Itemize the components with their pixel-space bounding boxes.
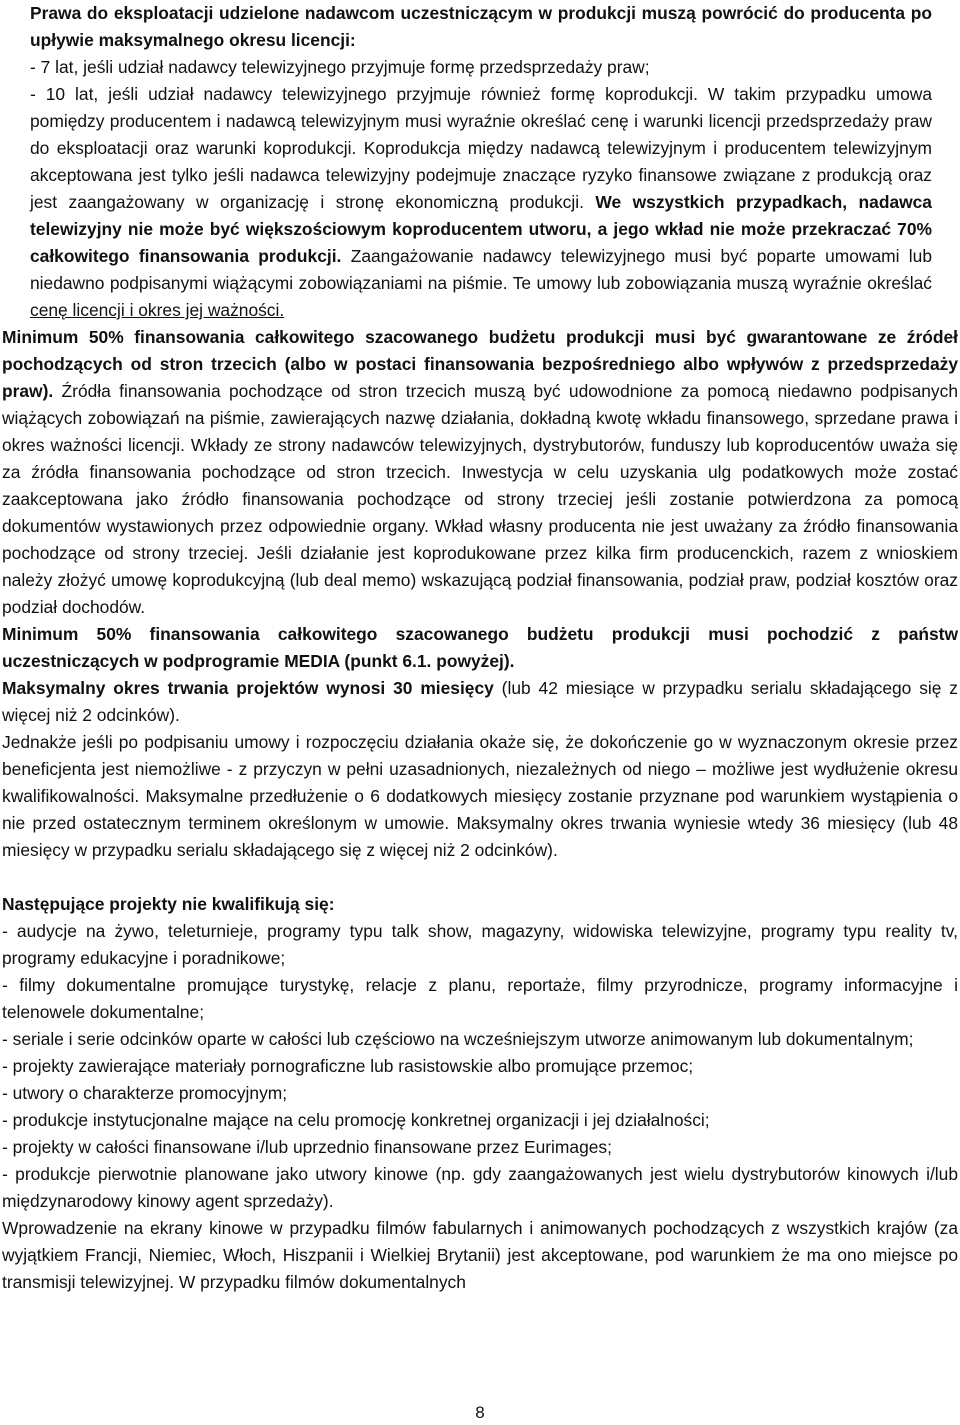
coproduction-limit-bold: We wszystkich przypadkach, nadawca telewizyjny nie może być większościowym koproducentem utworu, a jego wkład nie może przekraczać 70% całkowitego finansowania produkcji.	[30, 192, 932, 266]
coproduction-text: W takim przypadku umowa pomiędzy producentem i nadawcą telewizyjnym musi wyraźnie określać cenę i warunki licencji przedsprzedaży praw do eksploatacji oraz warunki koprodukcji. Koprodukcja między nadawcą telewizyjnym i producentem telewizyjnym akceptowana jest tylko jeśli nadawca telewizyjny podejmuje znaczące ryzyko finansowe związane z produkcją oraz jest zaangażowany w organizację i stronę ekonomiczną produkcji.	[30, 84, 933, 212]
license-terms-underlined: cenę licencji i okres jej ważności.	[30, 300, 285, 320]
third-party-financing-paragraph	[0, 324, 960, 621]
list-item: - 10 lat, jeśli udział nadawcy telewizyjnego przyjmuje również formę koprodukcji.	[30, 84, 698, 104]
list-item: - audycje na żywo, teleturnieje, programy typu talk show, magazyny, widowiska telewizyjne, programy typu reality tv, programy edukacyjne i poradnikowe;	[2, 921, 958, 968]
list-item: - filmy dokumentalne promujące turystykę, relacje z planu, reportaże, filmy przyrodnicze, programy informacyjne i telenowele dokumentalne;	[2, 975, 958, 1022]
list-item: - seriale i serie odcinków oparte w całości lub częściowo na wcześniejszym utworze animowanym lub dokumentalnym;	[2, 1029, 914, 1049]
list-item: - produkcje instytucjonalne mające na celu promocję konkretnej organizacji i jej działalności;	[2, 1110, 710, 1130]
not-qualify-heading: Następujące projekty nie kwalifikują się:	[2, 894, 335, 914]
max-duration-text: (lub 42 miesiące w przypadku serialu składającego się z więcej niż 2 odcinków).	[2, 678, 958, 725]
third-party-financing-bold: Minimum 50% finansowania całkowitego szacowanego budżetu produkcji musi być gwarantowane ze źródeł pochodzących od stron trzecich (albo w postaci finansowania bezpośredniego albo wpływów z przedsprzedaży praw).	[2, 327, 958, 401]
third-party-financing-text: Źródła finansowania pochodzące od stron trzecich muszą być udowodnione za pomocą niedawno podpisanych wiążących zobowiązań na piśmie, zawierających nazwę działania, dokładną kwotę wkładu finansowego, sprzedane prawa i okres ważności licencji. Wkłady ze strony nadawców telewizyjnych, dystrybutorów, funduszy lub koproducentów uważa się za źródła finansowania pochodzące od stron trzecich. Inwestycja w celu uzyskania ulg podatkowych może zostać zaakceptowana jako źródło finansowania pochodzące od strony trzeciej jeśli zostanie potwierdzona za pomocą dokumentów wystawionych przez odpowiednie organy. Wkład własny producenta nie jest uważany za źródło finansowania pochodzące od strony trzeciej. Jeśli działanie jest koprodukowane przez kilka firm producenckich, razem z wnioskiem należy złożyć umowę koprodukcyjną (lub deal memo) wskazującą podział finansowania, podział praw, podział kosztów oraz podział dochodów.	[2, 381, 958, 617]
list-item: - utwory o charakterze promocyjnym;	[2, 1083, 288, 1103]
rights-return-paragraph	[0, 0, 960, 324]
list-item: - produkcje pierwotnie planowane jako utwory kinowe (np. gdy zaangażowanych jest wielu dystrybutorów kinowych i/lub międzynarodowy kinowy agent sprzedaży).	[2, 1164, 958, 1211]
rights-return-heading: Prawa do eksploatacji udzielone nadawcom uczestniczącym w produkcji muszą powrócić do producenta po upływie maksymalnego okresu licencji:	[30, 3, 932, 50]
not-qualify-section	[0, 891, 960, 1215]
list-item: - projekty zawierające materiały pornograficzne lub rasistowskie albo promujące przemoc;	[2, 1056, 694, 1076]
list-item: - projekty w całości finansowane i/lub uprzednio finansowane przez Eurimages;	[2, 1137, 612, 1157]
spacer	[0, 864, 960, 891]
page-number: 8	[475, 1403, 485, 1422]
media-financing-paragraph	[0, 621, 960, 675]
list-item: - 7 lat, jeśli udział nadawcy telewizyjnego przyjmuje formę przedsprzedaży praw;	[30, 57, 650, 77]
cinema-release-paragraph: Wprowadzenie na ekrany kinowe w przypadku filmów fabularnych i animowanych pochodzących z wszystkich krajów (za wyjątkiem Francji, Niemiec, Włoch, Hiszpanii i Wielkiej Brytanii) jest akceptowane, pod warunkiem że ma ono miejsce po transmisji telewizyjnej. W przypadku filmów dokumentalnych	[2, 1218, 958, 1292]
max-duration-paragraph	[0, 675, 960, 729]
max-duration-bold: Maksymalny okres trwania projektów wynosi 30 miesięcy	[2, 678, 494, 698]
extension-paragraph: Jednakże jeśli po podpisaniu umowy i rozpoczęciu działania okaże się, że dokończenie go w wyznaczonym okresie przez beneficjenta jest niemożliwe - z przyczyn w pełni uzasadnionych, niezależnych od niego – możliwe jest wydłużenie okresu kwalifikowalności. Maksymalne przedłużenie o 6 dodatkowych miesięcy zostanie przyznane pod warunkiem wystąpienia o nie przed ostatecznym terminem określonym w umowie. Maksymalny okres trwania wyniesie wtedy 36 miesięcy (lub 48 miesięcy w przypadku serialu składającego się z więcej niż 2 odcinków).	[2, 732, 958, 860]
media-financing-bold: Minimum 50% finansowania całkowitego szacowanego budżetu produkcji musi pochodzić z państw uczestniczących w podprogramie MEDIA (punkt 6.1. powyżej).	[2, 624, 958, 671]
commitment-text: Zaangażowanie nadawcy telewizyjnego musi być poparte umowami lub niedawno podpisanymi wiążącymi zobowiązaniami na piśmie. Te umowy lub zobowiązania muszą wyraźnie określać	[30, 246, 932, 293]
